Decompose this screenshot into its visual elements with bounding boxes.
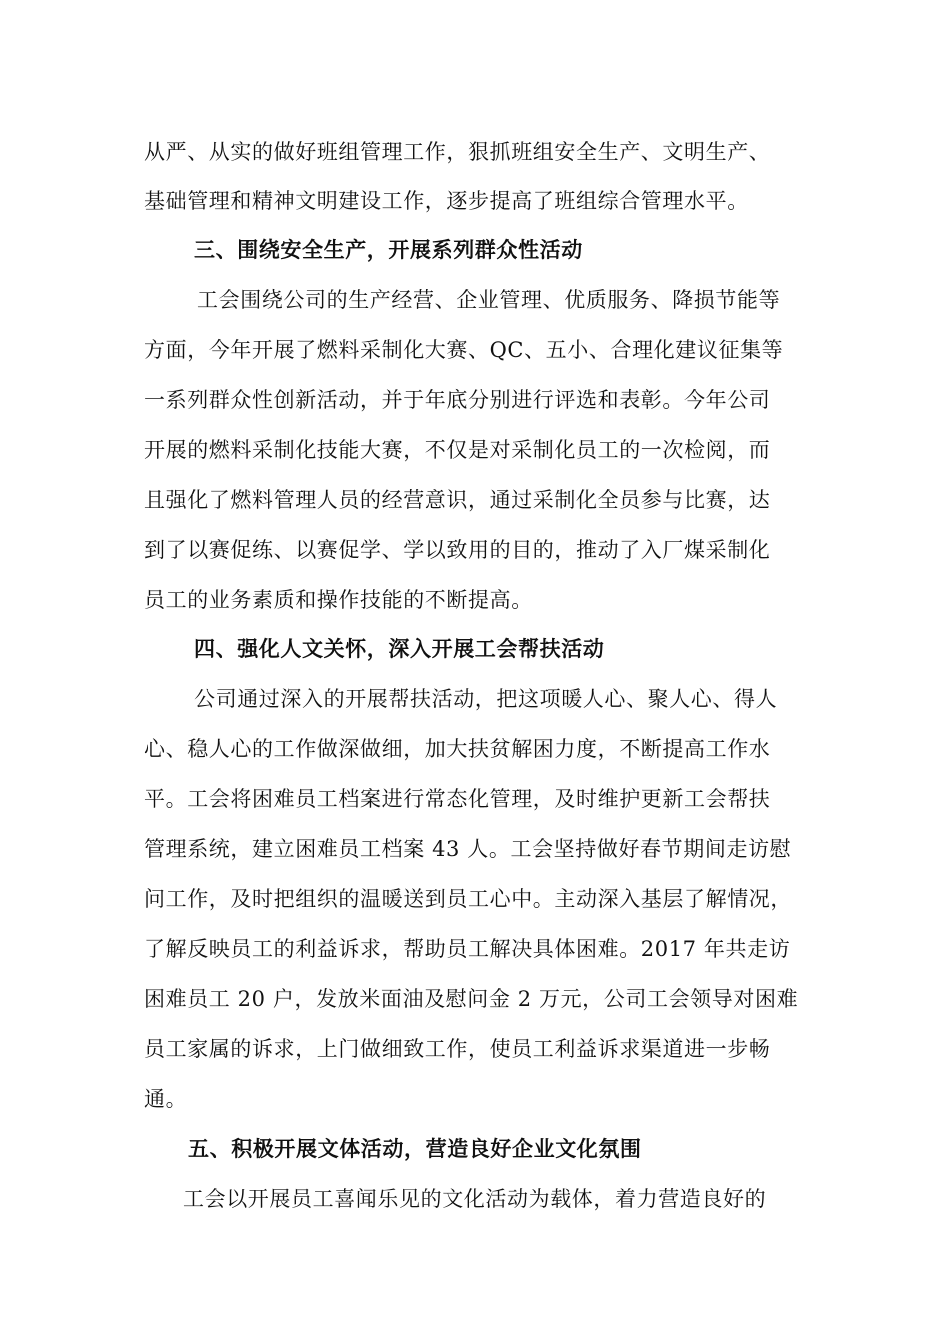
body-text-line: 问工作，及时把组织的温暖送到员工心中。主动深入基层了解情况， [144, 887, 792, 911]
body-text-line: 工会围绕公司的生产经营、企业管理、优质服务、降损节能等 [197, 288, 781, 312]
body-text-line: 困难员工 20 户，发放米面油及慰问金 2 万元，公司工会领导对困难 [144, 987, 799, 1011]
body-text-line: 开展的燃料采制化技能大赛，不仅是对采制化员工的一次检阅，而 [144, 438, 771, 462]
body-text-line: 通。 [144, 1087, 188, 1111]
body-text-line: 了解反映员工的利益诉求，帮助员工解决具体困难。2017 年共走访 [144, 937, 791, 961]
body-text-line: 且强化了燃料管理人员的经营意识，通过采制化全员参与比赛，达 [144, 488, 771, 512]
body-text-line: 从严、从实的做好班组管理工作，狠抓班组安全生产、文明生产、 [144, 140, 771, 164]
body-text-line: 基础管理和精神文明建设工作，逐步提高了班组综合管理水平。 [144, 189, 749, 213]
body-text-line: 平。工会将困难员工档案进行常态化管理，及时维护更新工会帮扶 [144, 787, 771, 811]
body-text-line: 到了以赛促练、以赛促学、学以致用的目的，推动了入厂煤采制化 [144, 538, 771, 562]
body-text-line: 工会以开展员工喜闻乐见的文化活动为载体，着力营造良好的 [183, 1187, 767, 1211]
section-heading-5: 五、积极开展文体活动，营造良好企业文化氛围 [188, 1136, 642, 1161]
body-text-line: 员工家属的诉求，上门做细致工作，使员工利益诉求渠道进一步畅 [144, 1037, 771, 1061]
body-text-line: 方面，今年开展了燃料采制化大赛、QC、五小、合理化建议征集等 [144, 338, 784, 362]
body-text-line: 一系列群众性创新活动，并于年底分别进行评选和表彰。今年公司 [144, 388, 771, 412]
body-text-line: 管理系统，建立困难员工档案 43 人。工会坚持做好春节期间走访慰 [144, 837, 792, 861]
body-text-line: 公司通过深入的开展帮扶活动，把这项暖人心、聚人心、得人 [194, 687, 778, 711]
section-heading-4: 四、强化人文关怀，深入开展工会帮扶活动 [194, 636, 605, 661]
section-heading-3: 三、围绕安全生产，开展系列群众性活动 [194, 237, 583, 262]
body-text-line: 员工的业务素质和操作技能的不断提高。 [144, 588, 533, 612]
body-text-line: 心、稳人心的工作做深做细，加大扶贫解困力度，不断提高工作水 [144, 737, 771, 761]
